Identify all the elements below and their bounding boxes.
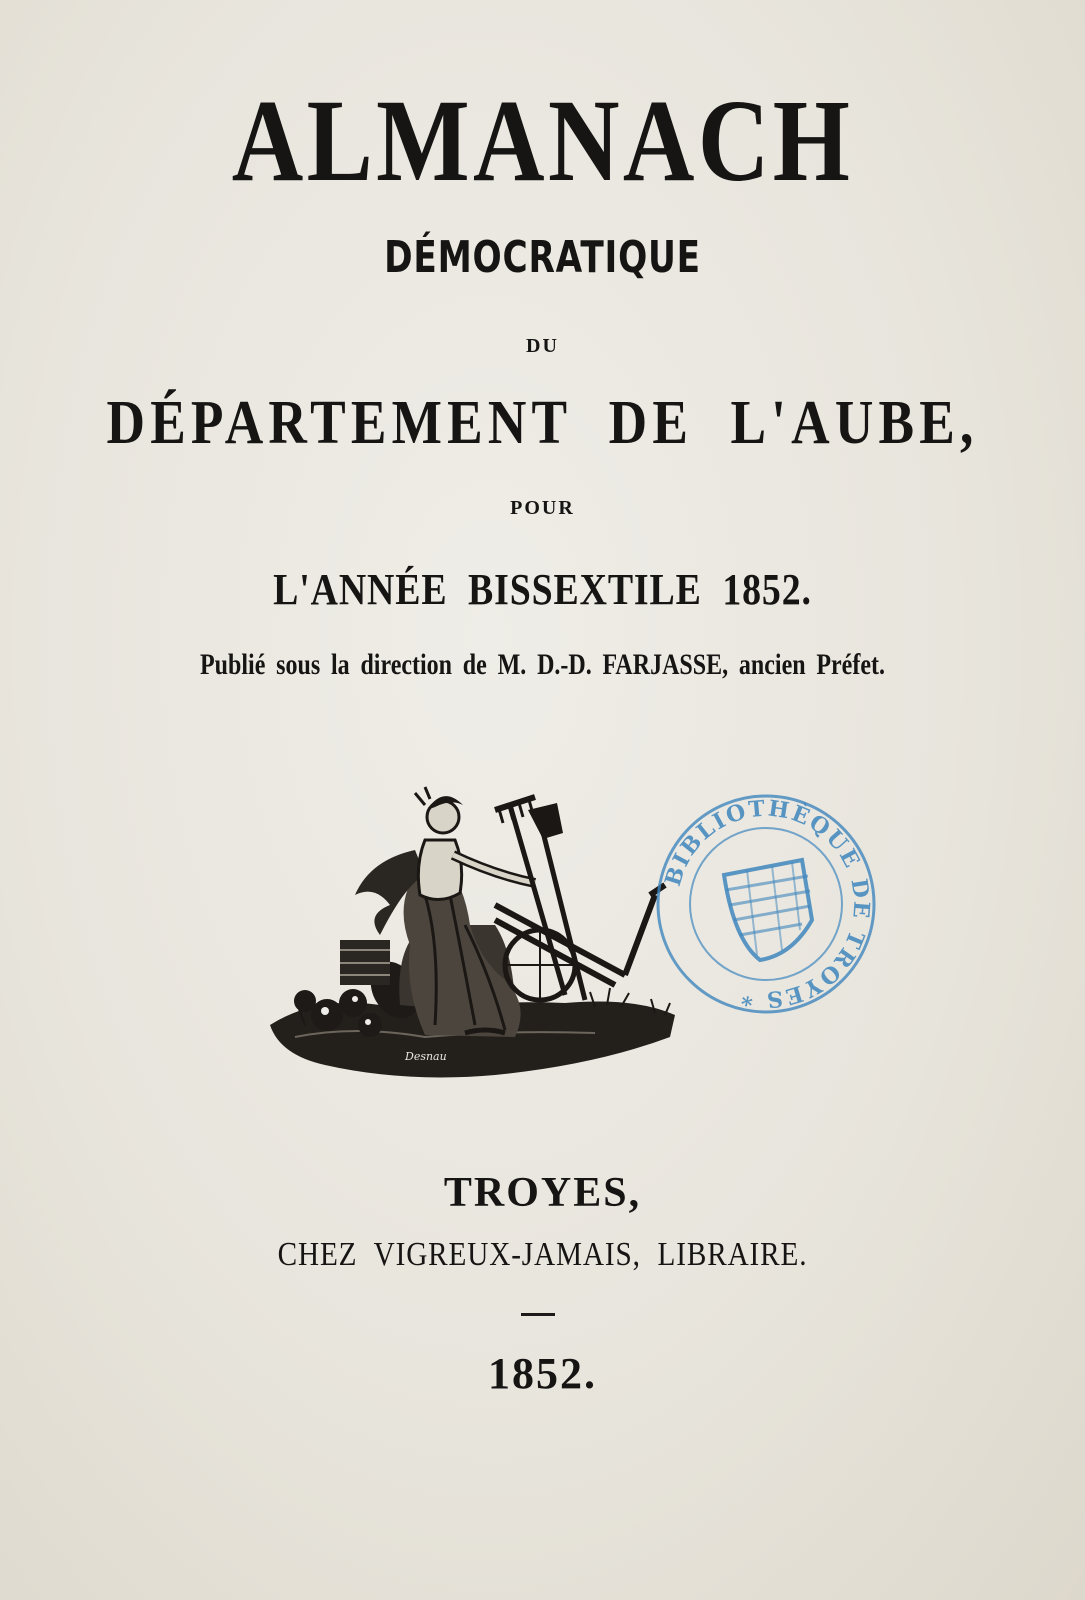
imprint-publisher: CHEZ VIGREUX-JAMAIS, LIBRAIRE.	[277, 1236, 808, 1273]
direction-credit: Publié sous la direction de M. D.-D. FARJASSE, ancien Préfet.	[200, 648, 885, 681]
svg-text:Desnau: Desnau	[405, 1050, 447, 1063]
divider	[521, 1313, 555, 1316]
allegorical-agriculture-engraving-icon	[265, 775, 685, 1095]
connector-pour: POUR	[510, 497, 575, 519]
page-title: ALMANACH	[231, 75, 854, 206]
department-heading: DÉPARTEMENT DE L'AUBE,	[106, 389, 979, 457]
imprint-city: TROYES,	[443, 1170, 642, 1216]
subtitle: DÉMOCRATIQUE	[384, 232, 701, 283]
year-line: L'ANNÉE BISSEXTILE 1852.	[273, 565, 812, 614]
connector-du: DU	[526, 335, 559, 357]
svg-text:BIBLIOTHÈQUE DE TROYES *: BIBLIOTHÈQUE DE TROYES *	[659, 795, 875, 1013]
library-stamp-icon	[652, 790, 880, 1018]
imprint-year: 1852.	[488, 1349, 597, 1398]
